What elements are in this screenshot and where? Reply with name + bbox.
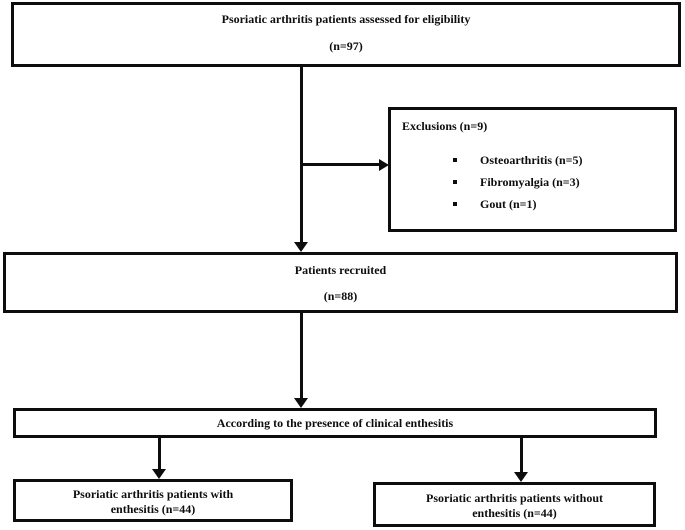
exclusion-item xyxy=(391,171,674,193)
eligibility-label: Psoriatic arthritis patients assessed for eligibility xyxy=(221,12,471,26)
bullet-icon xyxy=(453,180,457,184)
exclusion-item-label: Fibromyalgia (n=3) xyxy=(480,174,580,189)
without-enthesitis-label-line2: enthesitis (n=44) xyxy=(472,506,557,520)
connector-branch-to-exclusions xyxy=(300,163,379,166)
down-arrowhead-icon xyxy=(294,242,308,252)
connector-recruited-to-criteria xyxy=(300,313,303,398)
eligibility-box xyxy=(11,2,681,67)
eligibility-count: (n=97) xyxy=(329,39,363,53)
connector-criteria-to-without xyxy=(520,438,523,472)
recruited-count: (n=88) xyxy=(323,289,358,303)
with-enthesitis-label-line1: Psoriatic arthritis patients with xyxy=(72,487,234,501)
exclusions-list xyxy=(391,149,674,215)
connector-criteria-to-with xyxy=(158,438,161,470)
exclusion-item xyxy=(391,149,674,171)
without-enthesitis-box xyxy=(373,482,656,527)
exclusions-title: Exclusions (n=9) xyxy=(402,119,488,133)
exclusion-item-label: Gout (n=1) xyxy=(480,196,537,211)
recruited-label: Patients recruited xyxy=(294,263,387,277)
criteria-label: According to the presence of clinical enthesitis xyxy=(216,415,454,430)
down-arrowhead-icon xyxy=(514,472,528,482)
exclusion-item-label: Osteoarthritis (n=5) xyxy=(480,152,583,167)
bullet-icon xyxy=(453,202,457,206)
bullet-icon xyxy=(453,158,457,162)
exclusions-box xyxy=(388,107,677,232)
with-enthesitis-box xyxy=(13,479,293,522)
without-enthesitis-label-line1: Psoriatic arthritis patients without xyxy=(426,491,603,505)
connector-eligibility-to-recruited xyxy=(300,67,303,242)
with-enthesitis-label-line2: enthesitis (n=44) xyxy=(110,502,196,516)
down-arrowhead-icon xyxy=(294,398,308,408)
exclusion-item xyxy=(391,193,674,215)
down-arrowhead-icon xyxy=(152,469,166,479)
recruited-box xyxy=(3,252,678,313)
criteria-box xyxy=(13,408,657,438)
